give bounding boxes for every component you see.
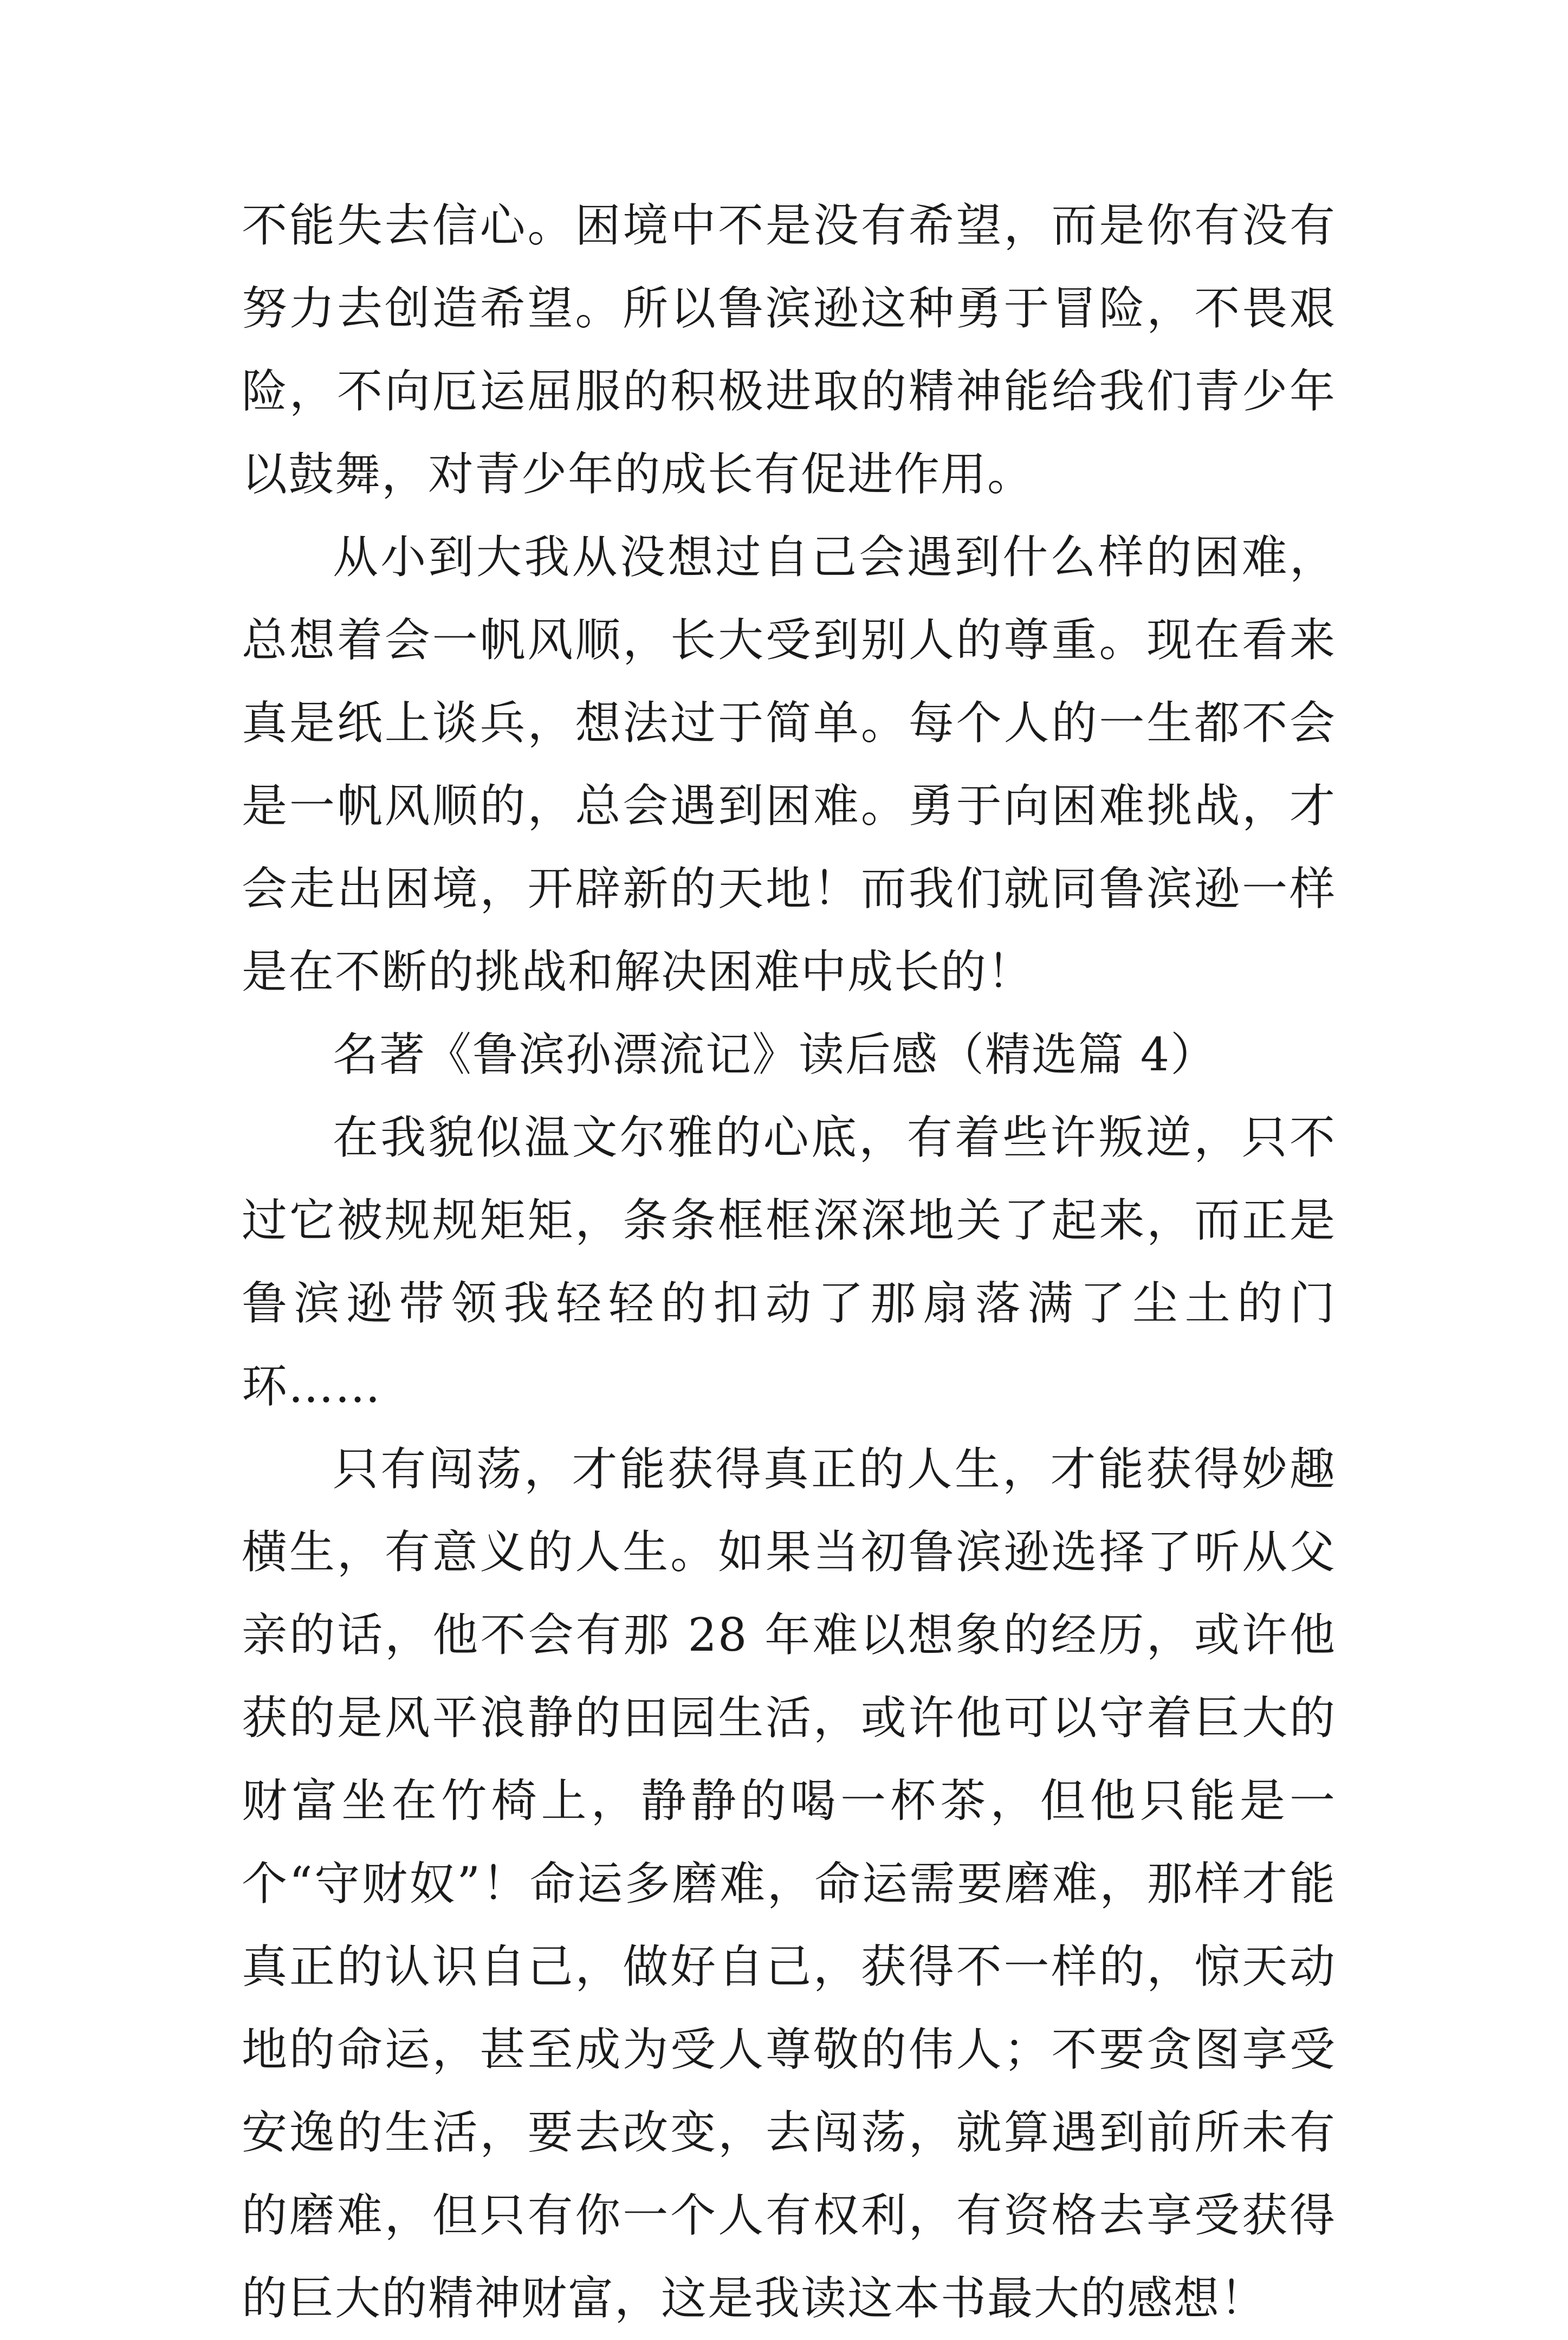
document-body — [242, 184, 1336, 2340]
paragraph-adventure: 只有闯荡，才能获得真正的人生，才能获得妙趣横生，有意义的人生。如果当初鲁滨逊选择了听从父亲的话，他不会有那 28 年难以想象的经历，或许他获的是风平浪静的田园生活，或许他可以守着巨大的财富坐在竹椅上，静静的喝一杯茶，但他只能是一个“守财奴”！命运多磨难，命运需要磨难，那样才能真正的认识自己，做好自己，获得不一样的，惊天动地的命运，甚至成为受人尊敬的伟人；不要贪图享受安逸的生活，要去改变，去闯荡，就算遇到前所未有的磨难，但只有你一个人有权利，有资格去享受获得的巨大的精神财富，这是我读这本书最大的感想！ — [242, 1443, 1336, 2325]
paragraph-growth: 从小到大我从没想过自己会遇到什么样的困难，总想着会一帆风顺，长大受到别人的尊重。现在看来真是纸上谈兵，想法过于简单。每个人的一生都不会是一帆风顺的，总会遇到困难。勇于向困难挑战，才会走出困境，开辟新的天地！而我们就同鲁滨逊一样是在不断的挑战和解决困难中成长的！ — [242, 531, 1336, 998]
paragraph-rebellion: 在我貌似温文尔雅的心底，有着些许叛逆，只不过它被规规矩矩，条条框框深深地关了起来，而正是鲁滨逊带领我轻轻的扣动了那扇落满了尘土的门环…… — [242, 1111, 1336, 1413]
paragraph-continuation: 不能失去信心。困境中不是没有希望，而是你有没有努力去创造希望。所以鲁滨逊这种勇于冒险，不畏艰险，不向厄运屈服的积极进取的精神能给我们青少年以鼓舞，对青少年的成长有促进作用。 — [242, 199, 1336, 501]
section-heading: 名著《鲁滨孙漂流记》读后感（精选篇 4） — [333, 1028, 1217, 1081]
